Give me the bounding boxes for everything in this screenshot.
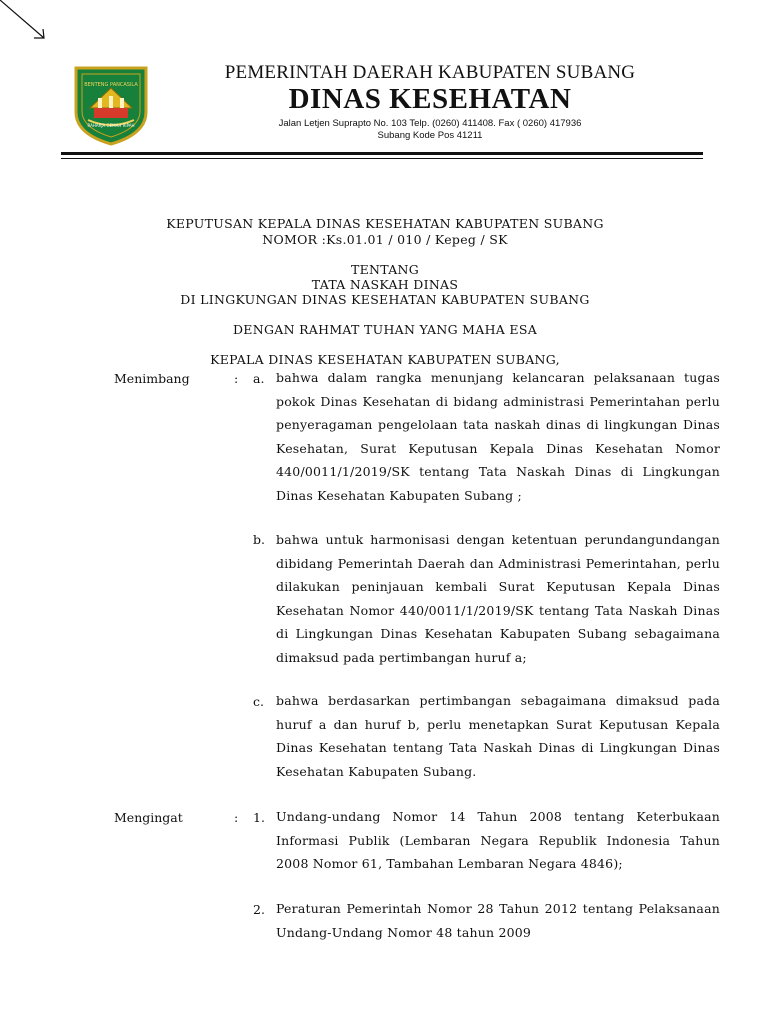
mengingat-item-text: Peraturan Pemerintah Nomor 28 Tahun 2012 tentang Pelaksanaan Undang-Undang Nomor 48 tahun 2009 [276, 901, 720, 940]
header-address [170, 118, 690, 142]
mengingat-item-marker: 2. [253, 902, 265, 917]
mengingat-label: Mengingat [114, 810, 183, 825]
decree-number: NOMOR :Ks.01.01 / 010 / Kepeg / SK [262, 232, 508, 247]
decree-subject-line1: TATA NASKAH DINAS [311, 277, 459, 292]
menimbang-item-marker: b. [253, 532, 265, 547]
mengingat-item-text: Undang-undang Nomor 14 Tahun 2008 tentang Keterbukaan Informasi Publik (Lembaran Negara Republik Indonesia Tahun 2008 Nomor 61, Tambahan Lembaran Negara 4846); [276, 809, 720, 871]
menimbang-item-marker: c. [253, 694, 264, 709]
mengingat-colon: : [234, 810, 239, 825]
arrow-icon [0, 0, 60, 50]
menimbang-label: Menimbang [114, 371, 190, 386]
emblem-top-text: BENTENG PANCASILA [84, 82, 138, 88]
menimbang-item-text: bahwa berdasarkan pertimbangan sebagaimana dimaksud pada huruf a dan huruf b, perlu menetapkan Surat Keputusan Kepala Dinas Kesehatan tentang Tata Naskah Dinas di Lingkungan Dinas Kesehatan Kabupaten Subang. [276, 693, 720, 779]
issuer-heading: KEPALA DINAS KESEHATAN KABUPATEN SUBANG, [210, 352, 560, 367]
header-agency: DINAS KESEHATAN [288, 83, 572, 115]
tentang-label: TENTANG [350, 262, 420, 277]
emblem-bottom-text: RAHARJA GEMAH RIPAH [87, 123, 135, 128]
header-government: PEMERINTAH DAERAH KABUPATEN SUBANG [224, 62, 636, 83]
letterhead-divider-thin [61, 158, 703, 159]
menimbang-item-text: bahwa untuk harmonisasi dengan ketentuan perundangundangan dibidang Pemerintah Daerah dan Administrasi Pemerintahan, perlu dilakukan peninjauan kembali Surat Keputusan Kepala Dinas Kesehatan Nomor 440/0011/1/2019/SK tentang Tata Naskah Dinas di Lingkungan Dinas Kesehatan Kabupaten Subang sebagaimana dimaksud pada pertimbangan huruf a; [276, 532, 720, 665]
menimbang-colon: : [234, 371, 239, 386]
decree-subject-line2: DI LINGKUNGAN DINAS KESEHATAN KABUPATEN SUBANG [180, 292, 590, 307]
header-address-line1: Jalan Letjen Suprapto No. 103 Telp. (0260) 411408. Fax ( 0260) 417936 [278, 118, 582, 129]
mengingat-item-marker: 1. [253, 810, 265, 825]
invocation: DENGAN RAHMAT TUHAN YANG MAHA ESA [232, 322, 538, 337]
menimbang-item-text: bahwa dalam rangka menunjang kelancaran pelaksanaan tugas pokok Dinas Kesehatan di bidang administrasi Pemerintahan perlu penyeragaman pengelolaan tata naskah dinas di lingkungan Dinas Kesehatan, Surat Keputusan Kepala Dinas Kesehatan Nomor 440/0011/1/2019/SK tentang Tata Naskah Dinas di Lingkungan Dinas Kesehatan Kabupaten Subang ; [276, 370, 720, 503]
subang-regency-emblem [72, 64, 150, 146]
header-address-line2: Subang Kode Pos 41211 [377, 130, 483, 141]
decree-title: KEPUTUSAN KEPALA DINAS KESEHATAN KABUPATEN SUBANG [166, 216, 604, 231]
letterhead-divider-thick [61, 152, 703, 155]
menimbang-item-marker: a. [253, 371, 265, 386]
